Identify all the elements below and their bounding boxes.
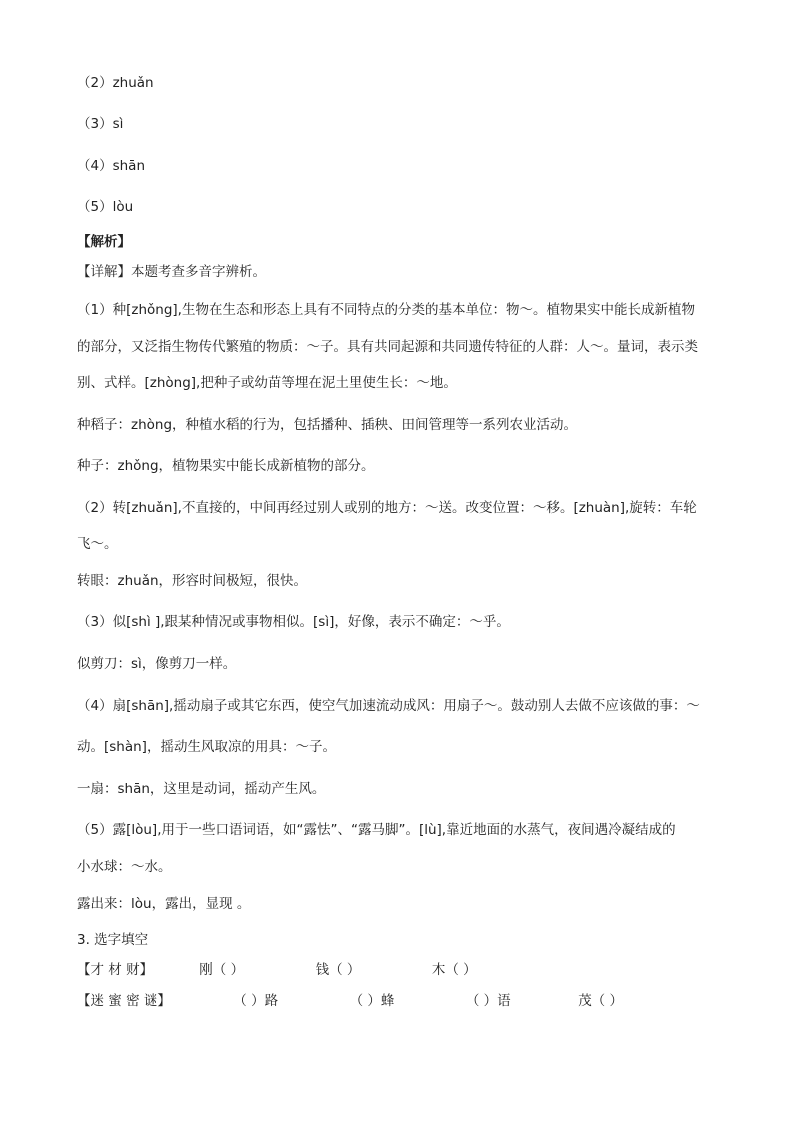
- fill-blank-5: （ ）蜂: [349, 993, 395, 1009]
- answer-4: （4）shān: [77, 158, 146, 174]
- answer-2: （2）zhuǎn: [77, 75, 154, 91]
- fill-blank-7: 茂（ ）: [578, 993, 623, 1009]
- fill-blank-4: （ ）路: [233, 993, 279, 1009]
- question-3-title: 3. 选字填空: [77, 932, 149, 948]
- para2-line2: 飞～。: [77, 536, 118, 552]
- fill-blank-3: 木（ ）: [431, 962, 477, 978]
- para1-line1: （1）种[zhǒng],生物在生态和形态上具有不同特点的分类的基本单位：物～。植物果实中能长成新植物: [77, 302, 695, 318]
- para1-example2: 种子：zhǒng，植物果实中能长成新植物的部分。: [77, 458, 375, 474]
- para2-line1: （2）转[zhuǎn],不直接的，中间再经过别人或别的地方：～送。改变位置：～移。[zhuàn],旋转：车轮: [77, 500, 697, 516]
- choice-row-2-label: 【迷 蜜 密 谜】: [77, 993, 171, 1009]
- choice-row-2: [77, 991, 720, 1011]
- para1-line3: 别、式样。[zhòng],把种子或幼苗等埋在泥土里使生长：～地。: [77, 375, 457, 391]
- detail-intro: 【详解】本题考查多音字辨析。: [77, 264, 266, 280]
- answer-3: （3）sì: [77, 116, 124, 132]
- para3: （3）似[shì ],跟某种情况或事物相似。[sì]，好像，表示不确定：～乎。: [77, 614, 510, 630]
- answer-5: （5）lòu: [77, 199, 134, 215]
- para4-line2: 动。[shàn]，摇动生风取凉的用具：～子。: [77, 739, 336, 755]
- fill-blank-6: （ ）语: [465, 993, 511, 1009]
- para1-example1: 种稻子：zhòng，种植水稻的行为，包括播种、插秧、田间管理等一系列农业活动。: [77, 417, 578, 433]
- choice-row-1-label: 【才 材 财】: [77, 962, 154, 978]
- fill-blank-2: 钱（ ）: [315, 962, 361, 978]
- choice-row-1: [77, 960, 720, 980]
- para5-line1: （5）露[lòu],用于一些口语词语，如“露怯”、“露马脚”。[lù],靠近地面的水蒸气，夜间遇冷凝结成的: [77, 822, 676, 838]
- para2-example: 转眼：zhuǎn，形容时间极短，很快。: [77, 573, 308, 589]
- para4-example: 一扇：shān，这里是动词，摇动产生风。: [77, 781, 326, 797]
- para5-example: 露出来：lòu，露出，显现 。: [77, 896, 251, 912]
- analysis-heading: 【解析】: [77, 234, 131, 250]
- para5-line2: 小水球：～水。: [77, 859, 172, 875]
- para1-line2: 的部分，又泛指生物传代繁殖的物质：～子。具有共同起源和共同遗传特征的人群：人～。量词，表示类: [77, 339, 698, 355]
- para4-line1: （4）扇[shān],摇动扇子或其它东西，使空气加速流动成风：用扇子～。鼓动别人去做不应该做的事：～: [77, 698, 700, 714]
- para3-example: 似剪刀：sì，像剪刀一样。: [77, 656, 237, 672]
- fill-blank-1: 刚（ ）: [199, 962, 245, 978]
